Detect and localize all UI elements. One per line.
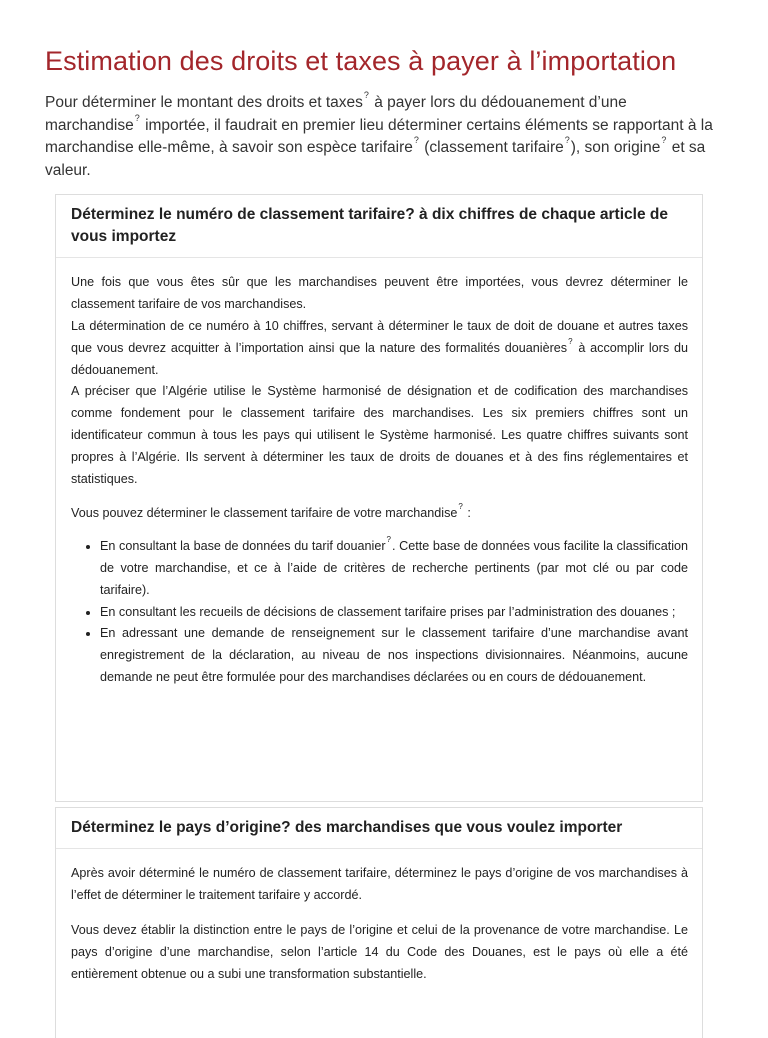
tariff-classification-panel xyxy=(55,194,703,802)
list-item: • En consultant les recueils de décisions de classement tarifaire prises par l’administration des douanes ; xyxy=(100,602,688,624)
paragraph-text: à accomplir lors du dédouanement. xyxy=(71,340,688,377)
paragraph xyxy=(71,503,688,525)
glossary-marker[interactable]: ? xyxy=(568,336,573,346)
bullet-list xyxy=(71,536,688,689)
intro-text: ), son origine xyxy=(570,139,661,157)
panel-heading[interactable]: Déterminez le numéro de classement tarifaire? à dix chiffres de chaque article de vous importez xyxy=(56,195,702,258)
intro-text: Pour déterminer le montant des droits et taxes xyxy=(45,94,363,111)
intro-text: à payer lors du dédouanement d’une marchandise xyxy=(45,94,627,134)
paragraph-text: Vous pouvez déterminer le classement tarifaire de votre marchandise xyxy=(71,506,458,521)
glossary-marker[interactable]: ? xyxy=(458,502,463,512)
paragraph: A préciser que l’Algérie utilise le Système harmonisé de désignation et de codification des marchandises comme fondement pour le classement tarifaire des marchandises. Les six premiers chiffres sont un identificateur commun à tous les pays qui utilisent le Système harmonisé. Les quatre chiffres suivants sont propres à l’Algérie. Ils servent à déterminer les taux de droits de douanes et à des fins réglementaires et statistiques. xyxy=(71,384,688,486)
spacer xyxy=(71,907,688,920)
page-title: Estimation des droits et taxes à payer à l’importation xyxy=(45,46,677,76)
country-of-origin-panel xyxy=(55,807,703,1038)
glossary-marker[interactable]: ? xyxy=(413,135,419,146)
list-item: • En adressant une demande de renseignement sur le classement tarifaire d’une marchandise avant enregistrement de la déclaration, au niveau de nos inspections divisionnaires. Néanmoins, aucune demande ne peut être formulée pour des marchandises déclarées ou en cours de dédouanement. xyxy=(100,623,688,688)
list-item-text: En consultant la base de données du tarif douanier xyxy=(100,539,386,554)
glossary-marker[interactable]: ? xyxy=(564,135,570,146)
intro-text: (classement tarifaire xyxy=(419,139,564,157)
list-item-text: . Cette base de données vous facilite la classification de votre marchandise, et ce à l’aide de critères de recherche pertinents (par mot clé ou par code tarifaire). xyxy=(100,539,688,597)
paragraph-text: : xyxy=(463,506,471,521)
spacer xyxy=(71,490,688,503)
glossary-marker[interactable]: ? xyxy=(661,135,667,146)
intro-paragraph xyxy=(45,92,723,182)
glossary-marker[interactable]: ? xyxy=(386,535,391,545)
paragraph: Vous devez établir la distinction entre le pays de l’origine et celui de la provenance de votre marchandise. Le pays d’origine d’une marchandise, selon l’article 14 du Code des Douanes, est le pays où elle a été entièrement obtenue ou a subi une transformation substantielle. xyxy=(71,922,688,981)
panel-heading[interactable]: Déterminez le pays d’origine? des marchandises que vous voulez importer xyxy=(56,808,702,849)
paragraph xyxy=(71,316,688,381)
paragraph: Après avoir déterminé le numéro de classement tarifaire, déterminez le pays d’origine de vos marchandises à l’effet de déterminer le traitement tarifaire y accordé. xyxy=(71,866,688,903)
panel-body xyxy=(56,849,702,985)
paragraph-text: La détermination de ce numéro à 10 chiffres, servant à déterminer le taux de doit de douane et autres taxes que vous devrez acquitter à l’importation ainsi que la nature des formalités douanières xyxy=(71,318,688,355)
intro-text: et sa valeur. xyxy=(45,139,706,179)
panel-body xyxy=(56,258,702,688)
paragraph: Une fois que vous êtes sûr que les marchandises peuvent être importées, vous devrez déterminer le classement tarifaire de vos marchandises. xyxy=(71,275,688,312)
glossary-marker[interactable]: ? xyxy=(134,112,140,123)
glossary-marker[interactable]: ? xyxy=(363,90,369,100)
intro-text: importée, il faudrait en premier lieu déterminer certains éléments se rapportant à la marchandise elle-même, à savoir son espèce tarifaire xyxy=(45,116,713,157)
list-item xyxy=(100,536,688,601)
